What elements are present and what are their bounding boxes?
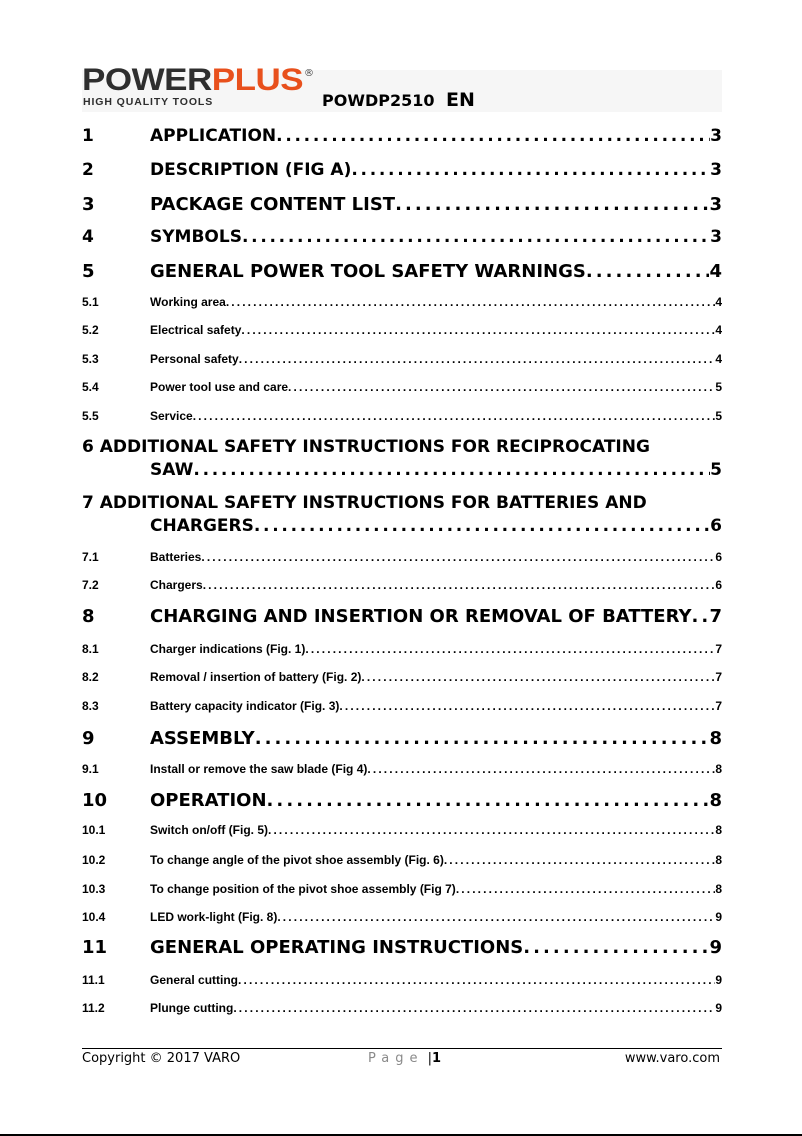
- toc-title: To change position of the pivot shoe assembly (Fig 7): [150, 882, 456, 896]
- toc-page: 8: [715, 823, 722, 837]
- toc-number: 5.5: [82, 409, 99, 423]
- toc-page: 7: [715, 642, 722, 656]
- toc-entry-7-line1[interactable]: 7 ADDITIONAL SAFETY INSTRUCTIONS FOR BATTERIES AND: [82, 493, 647, 513]
- toc-entry-10[interactable]: [82, 790, 722, 811]
- toc-page: 8: [715, 882, 722, 896]
- toc-title: SYMBOLS: [150, 227, 242, 247]
- toc-number: 9: [82, 728, 95, 749]
- toc-page: 8: [709, 790, 722, 811]
- toc-page: 8: [709, 728, 722, 749]
- footer-divider: [82, 1048, 722, 1049]
- toc-page: 9: [715, 1001, 722, 1015]
- toc-title: APPLICATION: [150, 126, 277, 146]
- toc-page: 3: [709, 194, 722, 215]
- toc-title: CHARGING AND INSERTION OR REMOVAL OF BATTERY: [150, 606, 692, 627]
- toc-title: Switch on/off (Fig. 5): [150, 823, 268, 837]
- dot-leader: [239, 352, 716, 366]
- toc-title: Service: [150, 409, 193, 423]
- dot-leader: [367, 762, 715, 776]
- toc-title: SAW: [150, 460, 194, 480]
- toc-number: 4: [82, 227, 94, 247]
- toc-number: 8.3: [82, 699, 99, 713]
- toc-title: GENERAL POWER TOOL SAFETY WARNINGS: [150, 261, 586, 282]
- dot-leader: [255, 728, 710, 749]
- toc-page: 3: [710, 126, 722, 146]
- toc-page: 9: [709, 937, 722, 958]
- toc-page: 6: [710, 516, 722, 536]
- dot-leader: [361, 670, 715, 684]
- toc-number: 1: [82, 126, 94, 146]
- toc-entry-10-2[interactable]: [82, 853, 722, 867]
- toc-entry-5[interactable]: [82, 261, 722, 282]
- toc-title: Personal safety: [150, 352, 239, 366]
- toc-entry-5-4[interactable]: [82, 380, 722, 394]
- toc-number: 10.4: [82, 910, 106, 924]
- toc-page: 3: [710, 160, 722, 180]
- toc-entry-6[interactable]: [82, 460, 722, 480]
- toc-entry-8[interactable]: [82, 606, 722, 627]
- dot-leader: [241, 323, 715, 337]
- toc-page: 8: [715, 853, 722, 867]
- registered-mark: ®: [304, 68, 314, 79]
- dot-leader: [201, 550, 715, 564]
- toc-page: 8: [715, 762, 722, 776]
- toc-number: 8: [82, 606, 95, 627]
- dot-leader: [267, 790, 710, 811]
- toc-entry-7[interactable]: [82, 516, 722, 536]
- toc-page: 5: [715, 409, 722, 423]
- toc-page: 4: [715, 352, 722, 366]
- toc-title: General cutting: [150, 973, 239, 987]
- toc-title: OPERATION: [150, 790, 267, 811]
- toc-entry-5-5[interactable]: [82, 409, 722, 423]
- dot-leader: [305, 642, 715, 656]
- toc-number: 10: [82, 790, 108, 811]
- dot-leader: [242, 227, 710, 247]
- footer-page-word: Page: [368, 1051, 424, 1066]
- dot-leader: [456, 882, 716, 896]
- toc-title: Install or remove the saw blade (Fig 4): [150, 762, 368, 776]
- dot-leader: [193, 460, 710, 480]
- toc-title: PACKAGE CONTENT LIST: [150, 194, 396, 215]
- toc-number: 7.2: [82, 578, 99, 592]
- dot-leader: [226, 295, 716, 309]
- toc-title: To change angle of the pivot shoe assembly (Fig. 6): [150, 853, 444, 867]
- footer-page-indicator: [368, 1051, 441, 1066]
- toc-page: 7: [715, 670, 722, 684]
- dot-leader: [444, 853, 715, 867]
- toc-number: 3: [82, 194, 95, 215]
- toc-page: 3: [710, 227, 722, 247]
- toc-entry-2[interactable]: [82, 160, 722, 180]
- toc-entry-3[interactable]: [82, 194, 722, 215]
- toc-number: 2: [82, 160, 94, 180]
- toc-entry-1[interactable]: [82, 126, 722, 146]
- toc-entry-5-2[interactable]: [82, 323, 722, 337]
- toc-entry-5-3[interactable]: [82, 352, 722, 366]
- toc-page: 4: [709, 261, 722, 282]
- logo-part-plus: PLUS: [211, 62, 304, 98]
- toc-number: 5: [82, 261, 95, 282]
- dot-leader: [395, 194, 709, 215]
- logo-part-power: POWER: [82, 62, 212, 98]
- toc-entry-8-1[interactable]: [82, 642, 722, 656]
- toc-page: 7: [709, 606, 722, 627]
- toc-page: 6: [715, 550, 722, 564]
- toc-number: 5.4: [82, 380, 99, 394]
- model-number: POWDP2510: [322, 91, 435, 110]
- footer-copyright: Copyright © 2017 VARO: [82, 1051, 241, 1066]
- toc-page: 4: [715, 323, 722, 337]
- toc-number: 8.2: [82, 670, 99, 684]
- footer-website[interactable]: www.varo.com: [624, 1051, 720, 1066]
- toc-number: 9.1: [82, 762, 99, 776]
- toc-title: Working area: [150, 295, 226, 309]
- toc-entry-10-3[interactable]: [82, 882, 722, 896]
- toc-entry-9[interactable]: [82, 728, 722, 749]
- toc-entry-10-4[interactable]: [82, 910, 722, 924]
- toc-number: 5.3: [82, 352, 99, 366]
- toc-entry-8-2[interactable]: [82, 670, 722, 684]
- toc-number: 10.3: [82, 882, 106, 896]
- footer-separator: |: [427, 1051, 433, 1066]
- language-code: EN: [446, 89, 475, 111]
- toc-number: 8.1: [82, 642, 99, 656]
- toc-title: LED work-light (Fig. 8): [150, 910, 278, 924]
- toc-title: CHARGERS: [150, 516, 254, 536]
- dot-leader: [203, 578, 716, 592]
- dot-leader: [339, 699, 715, 713]
- toc-number: 11.1: [82, 973, 105, 987]
- toc-entry-5-1[interactable]: [82, 295, 722, 309]
- toc-title: ASSEMBLY: [150, 728, 255, 749]
- dot-leader: [586, 261, 710, 282]
- dot-leader: [288, 380, 715, 394]
- dot-leader: [692, 606, 710, 627]
- toc-number: 10.1: [82, 823, 106, 837]
- toc-title: Plunge cutting: [150, 1001, 234, 1015]
- toc-title: Charger indications (Fig. 1): [150, 642, 306, 656]
- toc-page: 4: [715, 295, 722, 309]
- toc-number: 5.1: [82, 295, 99, 309]
- toc-entry-11[interactable]: [82, 937, 722, 958]
- logo-tagline: HIGH QUALITY TOOLS: [83, 96, 214, 108]
- toc-title: Batteries: [150, 550, 202, 564]
- dot-leader: [351, 160, 710, 180]
- dot-leader: [277, 910, 715, 924]
- dot-leader: [268, 823, 715, 837]
- toc-page: 5: [715, 380, 722, 394]
- toc-title: GENERAL OPERATING INSTRUCTIONS: [150, 937, 524, 958]
- dot-leader: [193, 409, 716, 423]
- dot-leader: [254, 516, 710, 536]
- toc-title: Power tool use and care: [150, 380, 289, 394]
- toc-number: 5.2: [82, 323, 99, 337]
- toc-page: 9: [715, 973, 722, 987]
- toc-entry-8-3[interactable]: [82, 699, 722, 713]
- dot-leader: [523, 937, 709, 958]
- toc-number: 7.1: [82, 550, 99, 564]
- toc-number: 11.2: [82, 1001, 105, 1015]
- toc-entry-6-line1[interactable]: 6 ADDITIONAL SAFETY INSTRUCTIONS FOR RECIPROCATING: [82, 437, 650, 457]
- toc-title: Chargers: [150, 578, 203, 592]
- dot-leader: [233, 1001, 715, 1015]
- toc-entry-7-1[interactable]: [82, 550, 722, 564]
- toc-entry-11-2[interactable]: [82, 1001, 722, 1015]
- toc-entry-4[interactable]: [82, 227, 722, 247]
- toc-page: 7: [715, 699, 722, 713]
- toc-title: Electrical safety: [150, 323, 242, 337]
- toc-number: 11: [82, 937, 108, 958]
- toc-title: Removal / insertion of battery (Fig. 2): [150, 670, 362, 684]
- toc-entry-10-1[interactable]: [82, 823, 722, 837]
- toc-title: DESCRIPTION (FIG A): [150, 160, 352, 180]
- toc-page: 6: [715, 578, 722, 592]
- toc-title: Battery capacity indicator (Fig. 3): [150, 699, 340, 713]
- toc-number: 10.2: [82, 853, 106, 867]
- toc-page: 5: [710, 460, 722, 480]
- toc-entry-7-2[interactable]: [82, 578, 722, 592]
- footer-page-number: 1: [432, 1051, 442, 1066]
- dot-leader: [238, 973, 715, 987]
- toc-page: 9: [715, 910, 722, 924]
- toc-entry-11-1[interactable]: [82, 973, 722, 987]
- toc-entry-9-1[interactable]: [82, 762, 722, 776]
- dot-leader: [276, 126, 710, 146]
